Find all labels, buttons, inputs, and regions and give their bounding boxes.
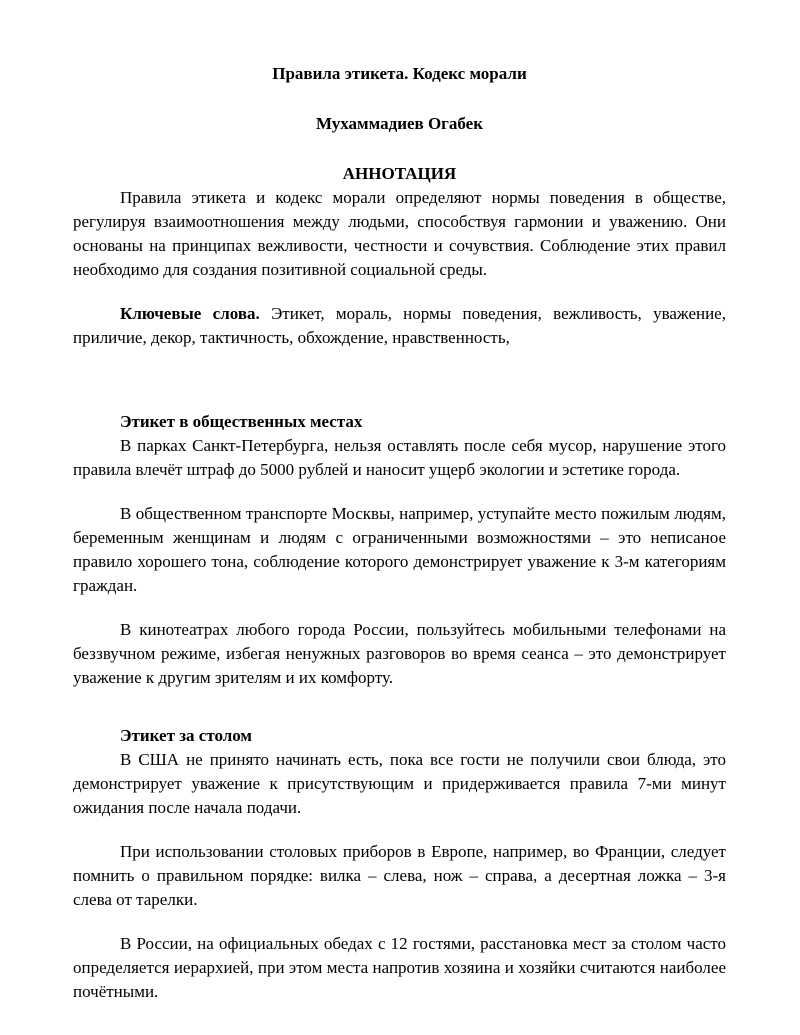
keywords-paragraph: [73, 302, 726, 350]
paragraph-europe: При использовании столовых приборов в Европе, например, во Франции, следует помнить о правильном порядке: вилка – слева, нож – справа, а десертная ложка – 3-я слева от тарелки.: [73, 842, 726, 909]
paragraph-russia: В России, на официальных обедах с 12 гостями, расстановка мест за столом часто определяется иерархией, при этом места напротив хозяина и хозяйки считаются наиболее почётными.: [73, 934, 726, 1001]
keywords-text: Этикет, мораль, нормы поведения, вежливость, уважение, приличие, декор, тактичность, обхождение, нравственность,: [73, 304, 726, 347]
document-title: Правила этикета. Кодекс морали: [272, 64, 527, 83]
paragraph-cinema: В кинотеатрах любого города России, пользуйтесь мобильными телефонами на беззвучном режиме, избегая ненужных разговоров во время сеанса – это демонстрирует уважение к другим зрителям и их комфорту.: [73, 620, 726, 687]
document-page: [73, 62, 726, 1004]
paragraph-usa: В США не принято начинать есть, пока все гости не получили свои блюда, это демонстрирует уважение к присутствующим и придерживается правила 7-ми минут ожидания после начала подачи.: [73, 750, 726, 817]
section-heading-table: Этикет за столом: [120, 726, 253, 745]
annotation-heading: АННОТАЦИЯ: [342, 164, 457, 183]
paragraph-transport: В общественном транспорте Москвы, например, уступайте место пожилым людям, беременным женщинам и людям с ограниченными возможностями – это неписаное правило хорошего тона, соблюдение которого демонстрирует уважение к 3-м категориям граждан.: [73, 504, 726, 595]
section-heading-public: Этикет в общественных местах: [120, 412, 363, 431]
paragraph-parks: В парках Санкт-Петербурга, нельзя оставлять после себя мусор, нарушение этого правила влечёт штраф до 5000 рублей и наносит ущерб экологии и эстетике города.: [73, 436, 726, 479]
annotation-text: Правила этикета и кодекс морали определяют нормы поведения в обществе, регулируя взаимоотношения между людьми, способствуя гармонии и уважению. Они основаны на принципах вежливости, честности и сочувствия. Соблюдение этих правил необходимо для создания позитивной социальной среды.: [73, 188, 726, 279]
author-name: Мухаммадиев Огабек: [315, 114, 484, 133]
keywords-label: Ключевые слова.: [120, 304, 260, 323]
